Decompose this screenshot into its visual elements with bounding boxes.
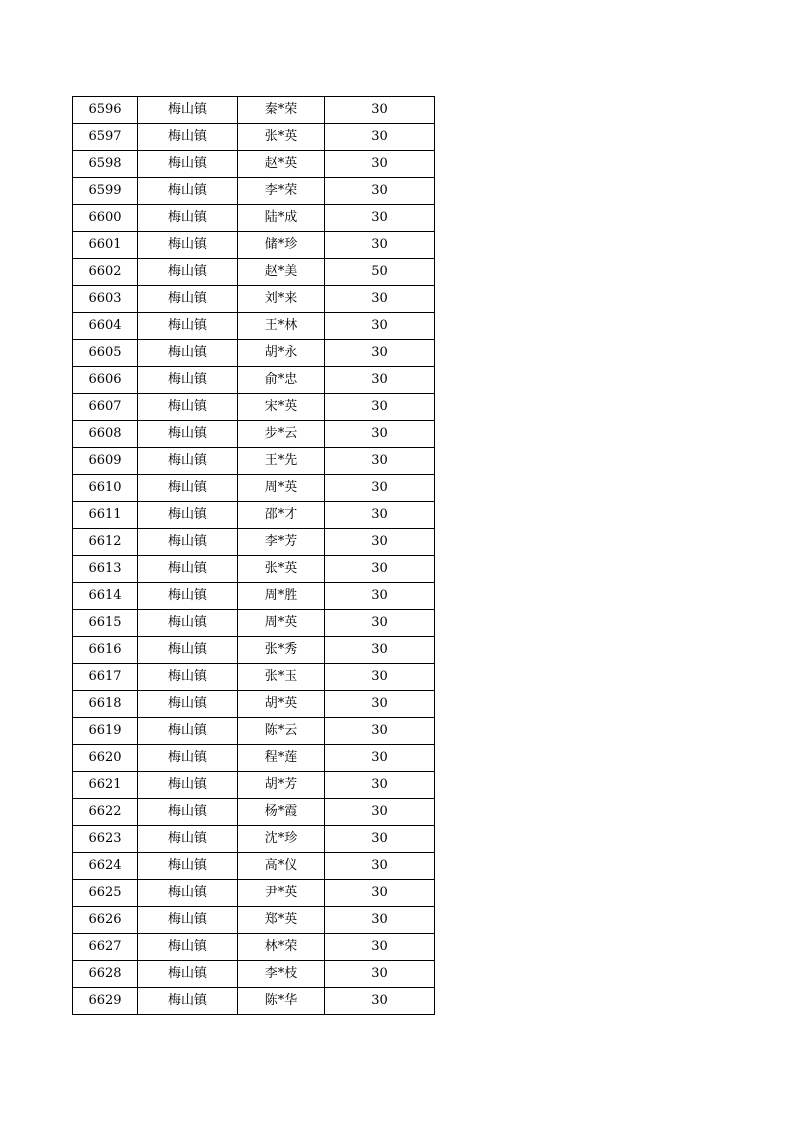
table-row [73, 313, 435, 340]
amount-cell: 30 [325, 232, 435, 259]
name-cell: 秦*荣 [238, 97, 325, 124]
name-cell: 周*英 [238, 610, 325, 637]
table-row [73, 610, 435, 637]
table-row [73, 664, 435, 691]
name-cell: 张*秀 [238, 637, 325, 664]
row-number-cell: 6622 [73, 799, 138, 826]
amount-cell: 30 [325, 313, 435, 340]
table-row [73, 205, 435, 232]
amount-cell: 30 [325, 367, 435, 394]
town-cell: 梅山镇 [138, 907, 238, 934]
row-number-cell: 6601 [73, 232, 138, 259]
amount-cell: 30 [325, 448, 435, 475]
table-row [73, 421, 435, 448]
table-row [73, 556, 435, 583]
amount-cell: 30 [325, 745, 435, 772]
amount-cell: 30 [325, 97, 435, 124]
row-number-cell: 6607 [73, 394, 138, 421]
amount-cell: 30 [325, 637, 435, 664]
name-cell: 步*云 [238, 421, 325, 448]
row-number-cell: 6599 [73, 178, 138, 205]
amount-cell: 30 [325, 691, 435, 718]
table-row [73, 97, 435, 124]
town-cell: 梅山镇 [138, 988, 238, 1015]
name-cell: 郑*英 [238, 907, 325, 934]
town-cell: 梅山镇 [138, 745, 238, 772]
row-number-cell: 6610 [73, 475, 138, 502]
amount-cell: 30 [325, 502, 435, 529]
name-cell: 王*先 [238, 448, 325, 475]
town-cell: 梅山镇 [138, 556, 238, 583]
table-row [73, 826, 435, 853]
name-cell: 王*林 [238, 313, 325, 340]
row-number-cell: 6620 [73, 745, 138, 772]
town-cell: 梅山镇 [138, 610, 238, 637]
row-number-cell: 6614 [73, 583, 138, 610]
amount-cell: 30 [325, 340, 435, 367]
town-cell: 梅山镇 [138, 151, 238, 178]
name-cell: 刘*来 [238, 286, 325, 313]
town-cell: 梅山镇 [138, 718, 238, 745]
amount-cell: 30 [325, 286, 435, 313]
name-cell: 邵*才 [238, 502, 325, 529]
name-cell: 赵*英 [238, 151, 325, 178]
name-cell: 程*莲 [238, 745, 325, 772]
amount-cell: 30 [325, 907, 435, 934]
name-cell: 李*荣 [238, 178, 325, 205]
amount-cell: 30 [325, 610, 435, 637]
name-cell: 李*芳 [238, 529, 325, 556]
amount-cell: 30 [325, 718, 435, 745]
amount-cell: 30 [325, 475, 435, 502]
table-row [73, 583, 435, 610]
name-cell: 李*枝 [238, 961, 325, 988]
row-number-cell: 6598 [73, 151, 138, 178]
town-cell: 梅山镇 [138, 853, 238, 880]
table-row [73, 340, 435, 367]
data-table [72, 96, 435, 1015]
table-row [73, 259, 435, 286]
table-row [73, 853, 435, 880]
row-number-cell: 6612 [73, 529, 138, 556]
amount-cell: 30 [325, 583, 435, 610]
town-cell: 梅山镇 [138, 799, 238, 826]
table-row [73, 178, 435, 205]
row-number-cell: 6604 [73, 313, 138, 340]
town-cell: 梅山镇 [138, 502, 238, 529]
amount-cell: 30 [325, 205, 435, 232]
town-cell: 梅山镇 [138, 421, 238, 448]
row-number-cell: 6615 [73, 610, 138, 637]
table-row [73, 934, 435, 961]
row-number-cell: 6609 [73, 448, 138, 475]
row-number-cell: 6624 [73, 853, 138, 880]
amount-cell: 30 [325, 529, 435, 556]
table-row [73, 799, 435, 826]
name-cell: 杨*霞 [238, 799, 325, 826]
table-row [73, 124, 435, 151]
row-number-cell: 6625 [73, 880, 138, 907]
row-number-cell: 6596 [73, 97, 138, 124]
amount-cell: 30 [325, 988, 435, 1015]
amount-cell: 30 [325, 151, 435, 178]
name-cell: 胡*永 [238, 340, 325, 367]
row-number-cell: 6628 [73, 961, 138, 988]
town-cell: 梅山镇 [138, 934, 238, 961]
amount-cell: 30 [325, 826, 435, 853]
name-cell: 陈*华 [238, 988, 325, 1015]
name-cell: 张*英 [238, 124, 325, 151]
town-cell: 梅山镇 [138, 286, 238, 313]
town-cell: 梅山镇 [138, 826, 238, 853]
table-row [73, 151, 435, 178]
amount-cell: 50 [325, 259, 435, 286]
town-cell: 梅山镇 [138, 232, 238, 259]
town-cell: 梅山镇 [138, 961, 238, 988]
table-row [73, 232, 435, 259]
name-cell: 胡*英 [238, 691, 325, 718]
row-number-cell: 6616 [73, 637, 138, 664]
row-number-cell: 6613 [73, 556, 138, 583]
name-cell: 俞*忠 [238, 367, 325, 394]
table-row [73, 961, 435, 988]
name-cell: 沈*珍 [238, 826, 325, 853]
row-number-cell: 6603 [73, 286, 138, 313]
name-cell: 储*珍 [238, 232, 325, 259]
town-cell: 梅山镇 [138, 448, 238, 475]
amount-cell: 30 [325, 853, 435, 880]
town-cell: 梅山镇 [138, 340, 238, 367]
town-cell: 梅山镇 [138, 637, 238, 664]
name-cell: 周*英 [238, 475, 325, 502]
row-number-cell: 6600 [73, 205, 138, 232]
table-row [73, 880, 435, 907]
town-cell: 梅山镇 [138, 178, 238, 205]
table-row [73, 502, 435, 529]
amount-cell: 30 [325, 772, 435, 799]
amount-cell: 30 [325, 934, 435, 961]
row-number-cell: 6629 [73, 988, 138, 1015]
table-row [73, 718, 435, 745]
amount-cell: 30 [325, 664, 435, 691]
table-row [73, 907, 435, 934]
row-number-cell: 6621 [73, 772, 138, 799]
name-cell: 陈*云 [238, 718, 325, 745]
row-number-cell: 6608 [73, 421, 138, 448]
table-row [73, 286, 435, 313]
name-cell: 林*荣 [238, 934, 325, 961]
amount-cell: 30 [325, 799, 435, 826]
town-cell: 梅山镇 [138, 367, 238, 394]
amount-cell: 30 [325, 556, 435, 583]
table-row [73, 448, 435, 475]
row-number-cell: 6597 [73, 124, 138, 151]
name-cell: 张*玉 [238, 664, 325, 691]
row-number-cell: 6627 [73, 934, 138, 961]
table-row [73, 394, 435, 421]
row-number-cell: 6623 [73, 826, 138, 853]
town-cell: 梅山镇 [138, 664, 238, 691]
name-cell: 陆*成 [238, 205, 325, 232]
row-number-cell: 6605 [73, 340, 138, 367]
name-cell: 高*仪 [238, 853, 325, 880]
town-cell: 梅山镇 [138, 259, 238, 286]
town-cell: 梅山镇 [138, 313, 238, 340]
table-row [73, 691, 435, 718]
table-row [73, 988, 435, 1015]
town-cell: 梅山镇 [138, 529, 238, 556]
amount-cell: 30 [325, 880, 435, 907]
name-cell: 尹*英 [238, 880, 325, 907]
town-cell: 梅山镇 [138, 691, 238, 718]
name-cell: 赵*美 [238, 259, 325, 286]
table-row [73, 772, 435, 799]
row-number-cell: 6606 [73, 367, 138, 394]
town-cell: 梅山镇 [138, 880, 238, 907]
table-row [73, 475, 435, 502]
amount-cell: 30 [325, 124, 435, 151]
amount-cell: 30 [325, 421, 435, 448]
amount-cell: 30 [325, 961, 435, 988]
row-number-cell: 6626 [73, 907, 138, 934]
town-cell: 梅山镇 [138, 475, 238, 502]
town-cell: 梅山镇 [138, 394, 238, 421]
row-number-cell: 6618 [73, 691, 138, 718]
town-cell: 梅山镇 [138, 583, 238, 610]
town-cell: 梅山镇 [138, 97, 238, 124]
table-row [73, 367, 435, 394]
row-number-cell: 6602 [73, 259, 138, 286]
table-row [73, 529, 435, 556]
row-number-cell: 6617 [73, 664, 138, 691]
amount-cell: 30 [325, 394, 435, 421]
amount-cell: 30 [325, 178, 435, 205]
name-cell: 张*英 [238, 556, 325, 583]
table-row [73, 637, 435, 664]
table-body [73, 97, 435, 1015]
row-number-cell: 6611 [73, 502, 138, 529]
name-cell: 胡*芳 [238, 772, 325, 799]
name-cell: 周*胜 [238, 583, 325, 610]
town-cell: 梅山镇 [138, 772, 238, 799]
town-cell: 梅山镇 [138, 124, 238, 151]
town-cell: 梅山镇 [138, 205, 238, 232]
row-number-cell: 6619 [73, 718, 138, 745]
name-cell: 宋*英 [238, 394, 325, 421]
table-row [73, 745, 435, 772]
